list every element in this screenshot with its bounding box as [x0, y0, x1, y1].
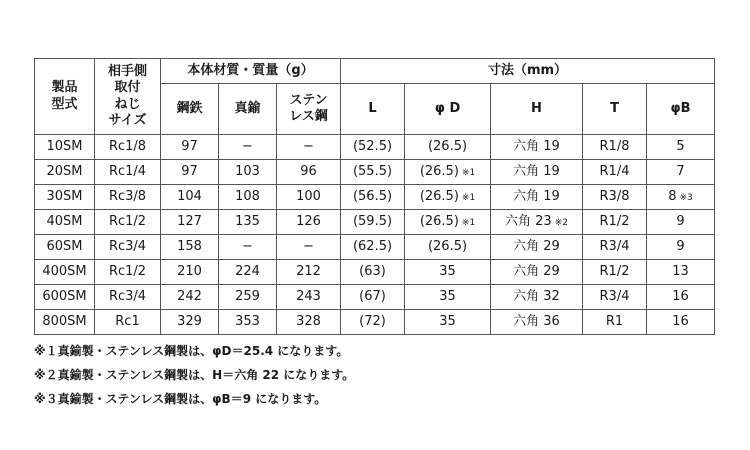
cell-B — [647, 135, 715, 160]
cell-D — [405, 135, 491, 160]
cell-B-value: 5 — [676, 139, 685, 155]
cell-D-value: (26.5) — [419, 189, 459, 205]
cell-H-value: 六角 19 — [513, 189, 560, 205]
cell-H-value: 六角 19 — [513, 139, 560, 155]
spec-table — [34, 58, 715, 335]
cell-model-value: 10SM — [46, 139, 83, 155]
cell-stainless-weight — [277, 235, 341, 260]
cell-L — [341, 285, 405, 310]
cell-model — [35, 235, 95, 260]
header-stainless: ステン レス鋼 — [277, 84, 341, 135]
cell-H-value: 六角 36 — [513, 314, 560, 330]
cell-L — [341, 235, 405, 260]
cell-D — [405, 210, 491, 235]
cell-brass-weight — [219, 285, 277, 310]
cell-model-value: 30SM — [46, 189, 83, 205]
cell-L — [341, 160, 405, 185]
footnote-marker: ※1 — [461, 218, 476, 229]
cell-D — [405, 185, 491, 210]
cell-stainless-weight-value: 212 — [296, 264, 321, 280]
cell-T — [583, 160, 647, 185]
cell-D-value: 35 — [439, 314, 456, 330]
cell-B-value: 8 — [668, 189, 677, 205]
cell-stainless-weight — [277, 260, 341, 285]
header-steel: 鋼鉄 — [161, 84, 219, 135]
header-D: φ D — [405, 84, 491, 135]
cell-model — [35, 285, 95, 310]
cell-model — [35, 160, 95, 185]
cell-L-value: (67) — [359, 289, 386, 305]
cell-T-value: R1 — [605, 314, 624, 330]
cell-L-value: (55.5) — [352, 164, 393, 180]
cell-D-value: (26.5) — [427, 139, 468, 155]
cell-D-value: 35 — [439, 289, 456, 305]
cell-T-value: R1/4 — [599, 164, 630, 180]
cell-stainless-weight — [277, 160, 341, 185]
cell-H — [491, 160, 583, 185]
cell-T — [583, 310, 647, 335]
cell-stainless-weight — [277, 135, 341, 160]
cell-T-value: R1/2 — [599, 264, 630, 280]
footnote-marker: ※3 — [679, 193, 693, 204]
cell-H — [491, 185, 583, 210]
cell-brass-weight-value: 135 — [235, 214, 260, 230]
cell-brass-weight-value: 224 — [235, 264, 260, 280]
cell-steel-weight-value: 104 — [177, 189, 202, 205]
cell-D — [405, 235, 491, 260]
cell-T — [583, 210, 647, 235]
cell-steel-weight — [161, 310, 219, 335]
header-L: L — [341, 84, 405, 135]
header-material-weight: 本体材質・質量（g） — [161, 59, 341, 84]
cell-D-value: 35 — [439, 264, 456, 280]
header-B: φB — [647, 84, 715, 135]
footnote-marker: ※1 — [461, 193, 476, 204]
cell-steel-weight — [161, 185, 219, 210]
cell-B-value: 7 — [676, 164, 685, 180]
cell-L — [341, 260, 405, 285]
cell-H — [491, 285, 583, 310]
cell-T-value: R1/8 — [599, 139, 630, 155]
cell-B-value: 13 — [672, 264, 689, 280]
cell-brass-weight — [219, 160, 277, 185]
cell-steel-weight — [161, 160, 219, 185]
cell-steel-weight — [161, 235, 219, 260]
cell-stainless-weight-value: 243 — [296, 289, 321, 305]
cell-stainless-weight-value: 100 — [296, 189, 321, 205]
cell-steel-weight-value: 242 — [177, 289, 202, 305]
cell-H — [491, 235, 583, 260]
cell-L — [341, 210, 405, 235]
cell-thread-size-value: Rc3/4 — [108, 289, 147, 305]
cell-stainless-weight-value: − — [303, 139, 314, 155]
table-row — [35, 310, 715, 335]
cell-B-value: 9 — [676, 239, 685, 255]
cell-steel-weight-value: 127 — [177, 214, 202, 230]
header-product-model: 製品 型式 — [35, 59, 95, 135]
cell-thread-size — [95, 235, 161, 260]
cell-brass-weight-value: 353 — [235, 314, 260, 330]
header-dimensions: 寸法（mm） — [341, 59, 715, 84]
footnote-2: ※２真鍮製・ステンレス鋼製は、H＝六角 22 になります。 — [34, 368, 355, 382]
cell-steel-weight-value: 329 — [177, 314, 202, 330]
cell-D-value: (26.5) — [419, 214, 459, 230]
cell-thread-size — [95, 160, 161, 185]
cell-B — [647, 235, 715, 260]
table-row — [35, 285, 715, 310]
cell-steel-weight-value: 210 — [177, 264, 202, 280]
cell-L — [341, 185, 405, 210]
cell-brass-weight — [219, 310, 277, 335]
cell-L-value: (59.5) — [352, 214, 393, 230]
cell-thread-size — [95, 260, 161, 285]
cell-H — [491, 310, 583, 335]
cell-model — [35, 210, 95, 235]
cell-B-value: 16 — [672, 314, 689, 330]
cell-T — [583, 235, 647, 260]
cell-model — [35, 310, 95, 335]
cell-T-value: R3/8 — [599, 189, 630, 205]
cell-brass-weight — [219, 260, 277, 285]
cell-L-value: (72) — [359, 314, 386, 330]
table-row — [35, 210, 715, 235]
cell-thread-size-value: Rc1/8 — [108, 139, 147, 155]
cell-model-value: 20SM — [46, 164, 83, 180]
cell-T-value: R1/2 — [599, 214, 630, 230]
cell-brass-weight-value: − — [242, 239, 253, 255]
cell-brass-weight-value: − — [242, 139, 253, 155]
cell-steel-weight-value: 97 — [181, 164, 198, 180]
cell-D-value: (26.5) — [419, 164, 459, 180]
cell-T — [583, 135, 647, 160]
cell-model — [35, 185, 95, 210]
cell-steel-weight-value: 97 — [181, 139, 198, 155]
cell-L-value: (52.5) — [352, 139, 393, 155]
footnote-1: ※１真鍮製・ステンレス鋼製は、φD＝25.4 になります。 — [34, 344, 349, 358]
cell-B — [647, 285, 715, 310]
cell-D — [405, 160, 491, 185]
cell-B — [647, 210, 715, 235]
cell-B — [647, 185, 715, 210]
cell-thread-size — [95, 285, 161, 310]
cell-H — [491, 135, 583, 160]
cell-T-value: R3/4 — [599, 289, 630, 305]
cell-thread-size — [95, 135, 161, 160]
cell-D — [405, 260, 491, 285]
cell-B — [647, 160, 715, 185]
cell-H — [491, 210, 583, 235]
cell-H-value: 六角 32 — [513, 289, 560, 305]
spec-table-body — [35, 135, 715, 335]
cell-thread-size — [95, 185, 161, 210]
cell-stainless-weight-value: 96 — [300, 164, 317, 180]
cell-D — [405, 285, 491, 310]
cell-model — [35, 135, 95, 160]
cell-stainless-weight-value: 328 — [296, 314, 321, 330]
cell-stainless-weight-value: − — [303, 239, 314, 255]
cell-H-value: 六角 29 — [513, 239, 560, 255]
header-T: T — [583, 84, 647, 135]
header-brass: 真鍮 — [219, 84, 277, 135]
table-row — [35, 260, 715, 285]
cell-steel-weight-value: 158 — [177, 239, 202, 255]
table-row — [35, 160, 715, 185]
cell-stainless-weight — [277, 285, 341, 310]
cell-model-value: 40SM — [46, 214, 83, 230]
cell-B — [647, 260, 715, 285]
cell-T — [583, 185, 647, 210]
cell-thread-size-value: Rc1/2 — [108, 264, 147, 280]
cell-T — [583, 285, 647, 310]
cell-L — [341, 310, 405, 335]
cell-model — [35, 260, 95, 285]
cell-model-value: 800SM — [42, 314, 87, 330]
cell-L-value: (63) — [359, 264, 386, 280]
cell-stainless-weight — [277, 210, 341, 235]
cell-T — [583, 260, 647, 285]
cell-L-value: (56.5) — [352, 189, 393, 205]
table-row — [35, 235, 715, 260]
cell-thread-size — [95, 310, 161, 335]
cell-steel-weight — [161, 210, 219, 235]
table-row — [35, 185, 715, 210]
header-mating-thread-size: 相手側 取付 ねじ サイズ — [95, 59, 161, 135]
cell-B — [647, 310, 715, 335]
cell-H-value: 六角 23 — [505, 214, 552, 230]
cell-thread-size-value: Rc3/4 — [108, 239, 147, 255]
cell-thread-size — [95, 210, 161, 235]
cell-thread-size-value: Rc1/2 — [108, 214, 147, 230]
cell-thread-size-value: Rc1 — [115, 314, 140, 330]
cell-stainless-weight — [277, 185, 341, 210]
cell-model-value: 60SM — [46, 239, 83, 255]
cell-D-value: (26.5) — [427, 239, 468, 255]
cell-brass-weight — [219, 185, 277, 210]
cell-brass-weight-value: 103 — [235, 164, 260, 180]
cell-H-value: 六角 19 — [513, 164, 560, 180]
cell-brass-weight-value: 259 — [235, 289, 260, 305]
cell-brass-weight-value: 108 — [235, 189, 260, 205]
cell-brass-weight — [219, 135, 277, 160]
cell-steel-weight — [161, 285, 219, 310]
cell-stainless-weight — [277, 310, 341, 335]
footnote-marker: ※1 — [461, 168, 476, 179]
cell-stainless-weight-value: 126 — [296, 214, 321, 230]
table-row — [35, 135, 715, 160]
footnotes — [34, 343, 354, 415]
cell-thread-size-value: Rc1/4 — [108, 164, 147, 180]
cell-T-value: R3/4 — [599, 239, 630, 255]
footnote-marker: ※2 — [554, 218, 568, 229]
cell-B-value: 16 — [672, 289, 689, 305]
cell-L — [341, 135, 405, 160]
cell-thread-size-value: Rc3/8 — [108, 189, 147, 205]
cell-steel-weight — [161, 260, 219, 285]
cell-brass-weight — [219, 210, 277, 235]
cell-brass-weight — [219, 235, 277, 260]
cell-steel-weight — [161, 135, 219, 160]
cell-L-value: (62.5) — [352, 239, 393, 255]
footnote-3: ※３真鍮製・ステンレス鋼製は、φB＝9 になります。 — [34, 392, 327, 406]
cell-D — [405, 310, 491, 335]
cell-B-value: 9 — [676, 214, 685, 230]
cell-H — [491, 260, 583, 285]
cell-model-value: 400SM — [42, 264, 87, 280]
cell-model-value: 600SM — [42, 289, 87, 305]
header-H: H — [491, 84, 583, 135]
cell-H-value: 六角 29 — [513, 264, 560, 280]
